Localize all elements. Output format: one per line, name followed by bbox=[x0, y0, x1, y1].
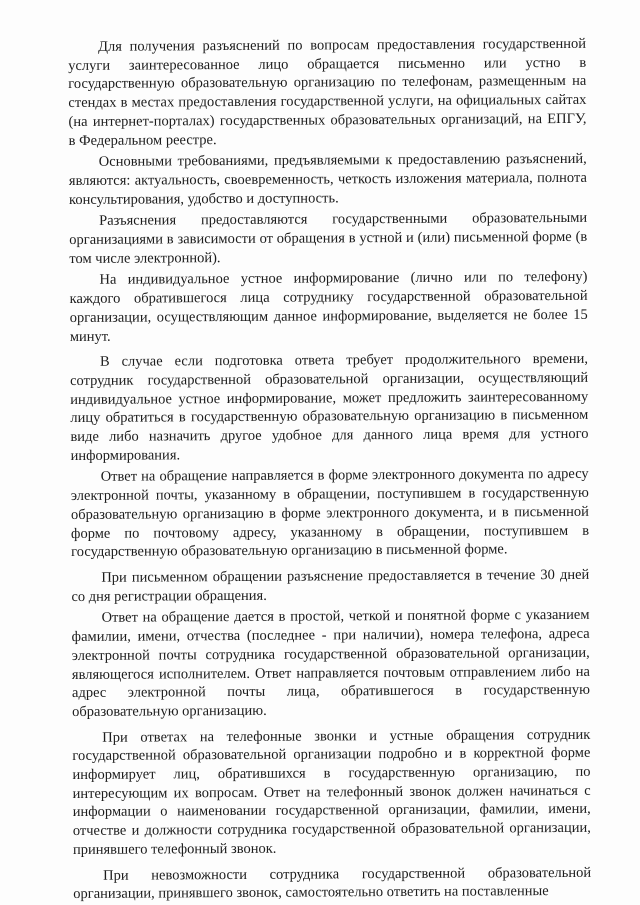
paragraph-1: Для получения разъяснений по вопросам предоставления государственной услуги заинтересованное лицо обращается письменно или устно в государственную образовательную организацию по телефонам, размещенным на стендах в местах предоставления государственной услуги, на официальных сайтах (на интернет-порталах) государственных образовательных организаций, на ЕПГУ, в Федеральном реестре. bbox=[68, 35, 587, 149]
paragraph-5: В случае если подготовка ответа требует продолжительного времени, сотрудник государственной образовательной организации, осуществляющий индивидуальное устное информирование, может предложить заинтересованному лицу обратиться в государственную образовательную организацию в письменном виде либо назначить другое удобное для данного лица время для устного информирования. bbox=[70, 351, 589, 464]
document-body bbox=[68, 35, 591, 905]
paragraph-4: На индивидуальное устное информирование (лично или по телефону) каждого обратившегося лица сотруднику государственной образовательной организации, осуществляющим данное информирование, выделяется не более 15 минут. bbox=[69, 269, 588, 345]
paragraph-10: При невозможности сотрудника государственной образовательной организации, принявшего звонок, самостоятельно ответить на поставленные bbox=[73, 864, 592, 903]
paragraph-2: Основными требованиями, предъявляемыми к предоставлению разъяснений, являются: актуальность, своевременность, четкость изложения материала, полнота консультирования, удобство и доступность. bbox=[68, 151, 587, 208]
paragraph-3: Разъяснения предоставляются государственными образовательными организациями в зависимости от обращения в устной и (или) письменной форме (в том числе электронной). bbox=[69, 210, 588, 267]
paragraph-6: Ответ на обращение направляется в форме электронного документа по адресу электронной почты, указанному в обращении, поступившем в государственную образовательную организацию в форме электронного документа, и в письменной форме по почтовому адресу, указанному в обращении, поступившем в государственную образовательную организацию в письменной форме. bbox=[70, 466, 590, 561]
paragraph-9: При ответах на телефонные звонки и устные обращения сотрудник государственной образовательной организации подробно и в корректной форме информирует лиц, обратившихся в государственную организацию, по интересующим их вопросам. Ответ на телефонный звонок должен начинаться с информации о наименовании государственной организации, фамилии, имени, отчестве и должности сотрудника государственной образовательной организации, принявшего телефонный звонок. bbox=[72, 726, 591, 858]
paragraph-7: При письменном обращении разъяснение предоставляется в течение 30 дней со дня регистрации обращения. bbox=[71, 566, 590, 605]
paragraph-8: Ответ на обращение дается в простой, четкой и понятной форме с указанием фамилии, имени, отчества (последнее - при наличии), номера телефона, адреса электронной почты сотрудника государственной образовательной организации, являющегося исполнителем. Ответ направляется почтовым отправлением либо на адрес электронной почты лица, обратившегося в государственную образовательную организацию. bbox=[71, 607, 591, 720]
